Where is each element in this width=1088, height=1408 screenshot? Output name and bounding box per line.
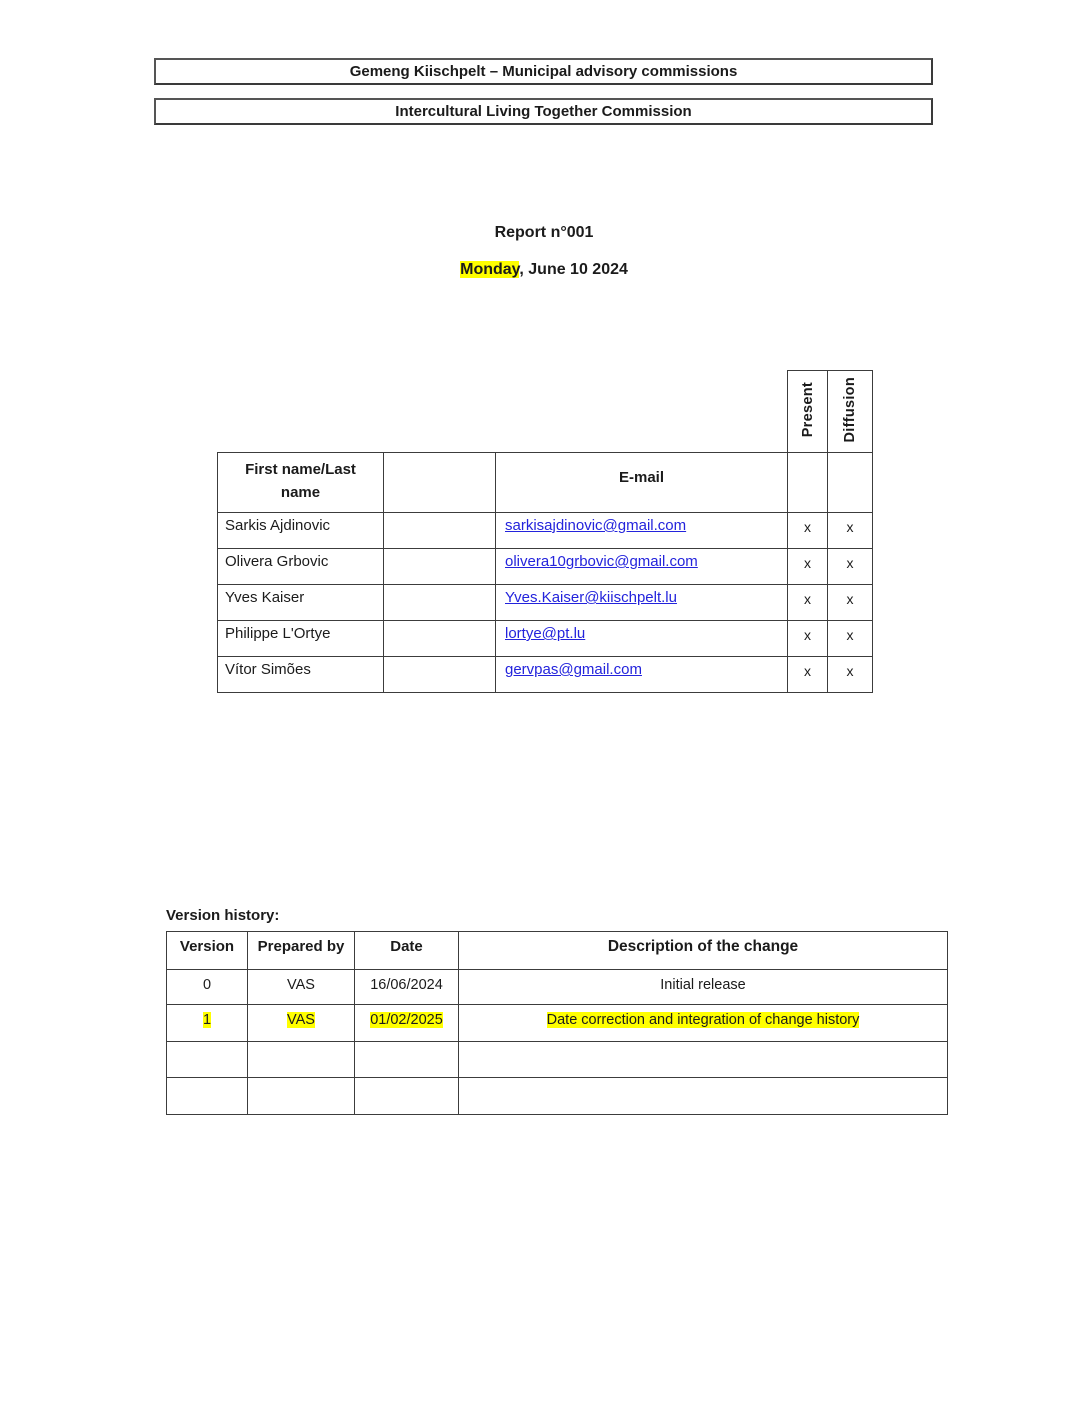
table-row (218, 549, 873, 585)
attendance-header-row (218, 453, 873, 513)
present-mark: x (788, 585, 828, 621)
member-email-link[interactable]: lortye@pt.lu (505, 625, 586, 642)
date-rest: , June 10 2024 (519, 261, 628, 278)
empty-column-header (384, 453, 496, 513)
version-column-header: Version (167, 932, 248, 970)
description-value (459, 1042, 948, 1078)
description-value (459, 1078, 948, 1115)
date-value: 01/02/2025 (355, 1005, 459, 1042)
table-row (167, 1078, 948, 1115)
date-value (355, 1042, 459, 1078)
present-mark: x (788, 657, 828, 693)
table-row (167, 970, 948, 1005)
diffusion-header-spacer (828, 453, 873, 513)
version-history-header-row (167, 932, 948, 970)
diffusion-mark: x (828, 657, 873, 693)
member-name: Olivera Grbovic (218, 549, 384, 585)
email-column-header: E-mail (496, 453, 788, 513)
date-value (355, 1078, 459, 1115)
empty-cell (384, 513, 496, 549)
report-date (0, 261, 1088, 279)
member-name: Sarkis Ajdinovic (218, 513, 384, 549)
date-value: 16/06/2024 (355, 970, 459, 1005)
description-value: Date correction and integration of change history (459, 1005, 948, 1042)
empty-cell (384, 621, 496, 657)
version-history-label: Version history: (166, 907, 280, 924)
version-value: 0 (167, 970, 248, 1005)
present-column-header: Present (788, 371, 828, 453)
diffusion-mark: x (828, 513, 873, 549)
empty-cell (384, 657, 496, 693)
table-row (218, 657, 873, 693)
table-row (167, 1005, 948, 1042)
attendance-table (217, 370, 873, 693)
name-column-header: First name/Last name (218, 453, 384, 513)
rotated-header-row (218, 371, 873, 453)
commission-header-text: Intercultural Living Together Commission (395, 103, 692, 120)
member-name: Philippe L'Ortye (218, 621, 384, 657)
present-mark: x (788, 549, 828, 585)
version-value (167, 1042, 248, 1078)
spacer-cell (496, 371, 788, 453)
member-email-link[interactable]: gervpas@gmail.com (505, 661, 642, 678)
member-name: Yves Kaiser (218, 585, 384, 621)
commission-header-box (154, 98, 933, 125)
version-value: 1 (167, 1005, 248, 1042)
empty-cell (384, 585, 496, 621)
version-value (167, 1078, 248, 1115)
present-header-spacer (788, 453, 828, 513)
date-column-header: Date (355, 932, 459, 970)
present-mark: x (788, 513, 828, 549)
spacer-cell (218, 371, 384, 453)
member-email-link[interactable]: Yves.Kaiser@kiischpelt.lu (505, 589, 677, 606)
municipality-header-box (154, 58, 933, 85)
table-row (218, 513, 873, 549)
prepared-by-value: VAS (248, 970, 355, 1005)
member-email-link[interactable]: olivera10grbovic@gmail.com (505, 553, 698, 570)
municipality-header-text: Gemeng Kiischpelt – Municipal advisory commissions (349, 63, 738, 80)
report-title: Report n°001 (494, 224, 594, 241)
diffusion-mark: x (828, 585, 873, 621)
table-row (218, 585, 873, 621)
diffusion-mark: x (828, 621, 873, 657)
diffusion-column-header: Diffusion (828, 371, 873, 453)
spacer-cell (384, 371, 496, 453)
version-history-table (166, 931, 948, 1115)
prepared-by-value: VAS (248, 1005, 355, 1042)
table-row (218, 621, 873, 657)
present-mark: x (788, 621, 828, 657)
description-value: Initial release (459, 970, 948, 1005)
diffusion-mark: x (828, 549, 873, 585)
prepared-by-value (248, 1042, 355, 1078)
member-email-link[interactable]: sarkisajdinovic@gmail.com (505, 517, 687, 534)
prepared-by-column-header: Prepared by (248, 932, 355, 970)
member-name: Vítor Simões (218, 657, 384, 693)
table-row (167, 1042, 948, 1078)
date-highlighted-word: Monday (460, 261, 520, 278)
empty-cell (384, 549, 496, 585)
prepared-by-value (248, 1078, 355, 1115)
description-column-header: Description of the change (459, 932, 948, 970)
